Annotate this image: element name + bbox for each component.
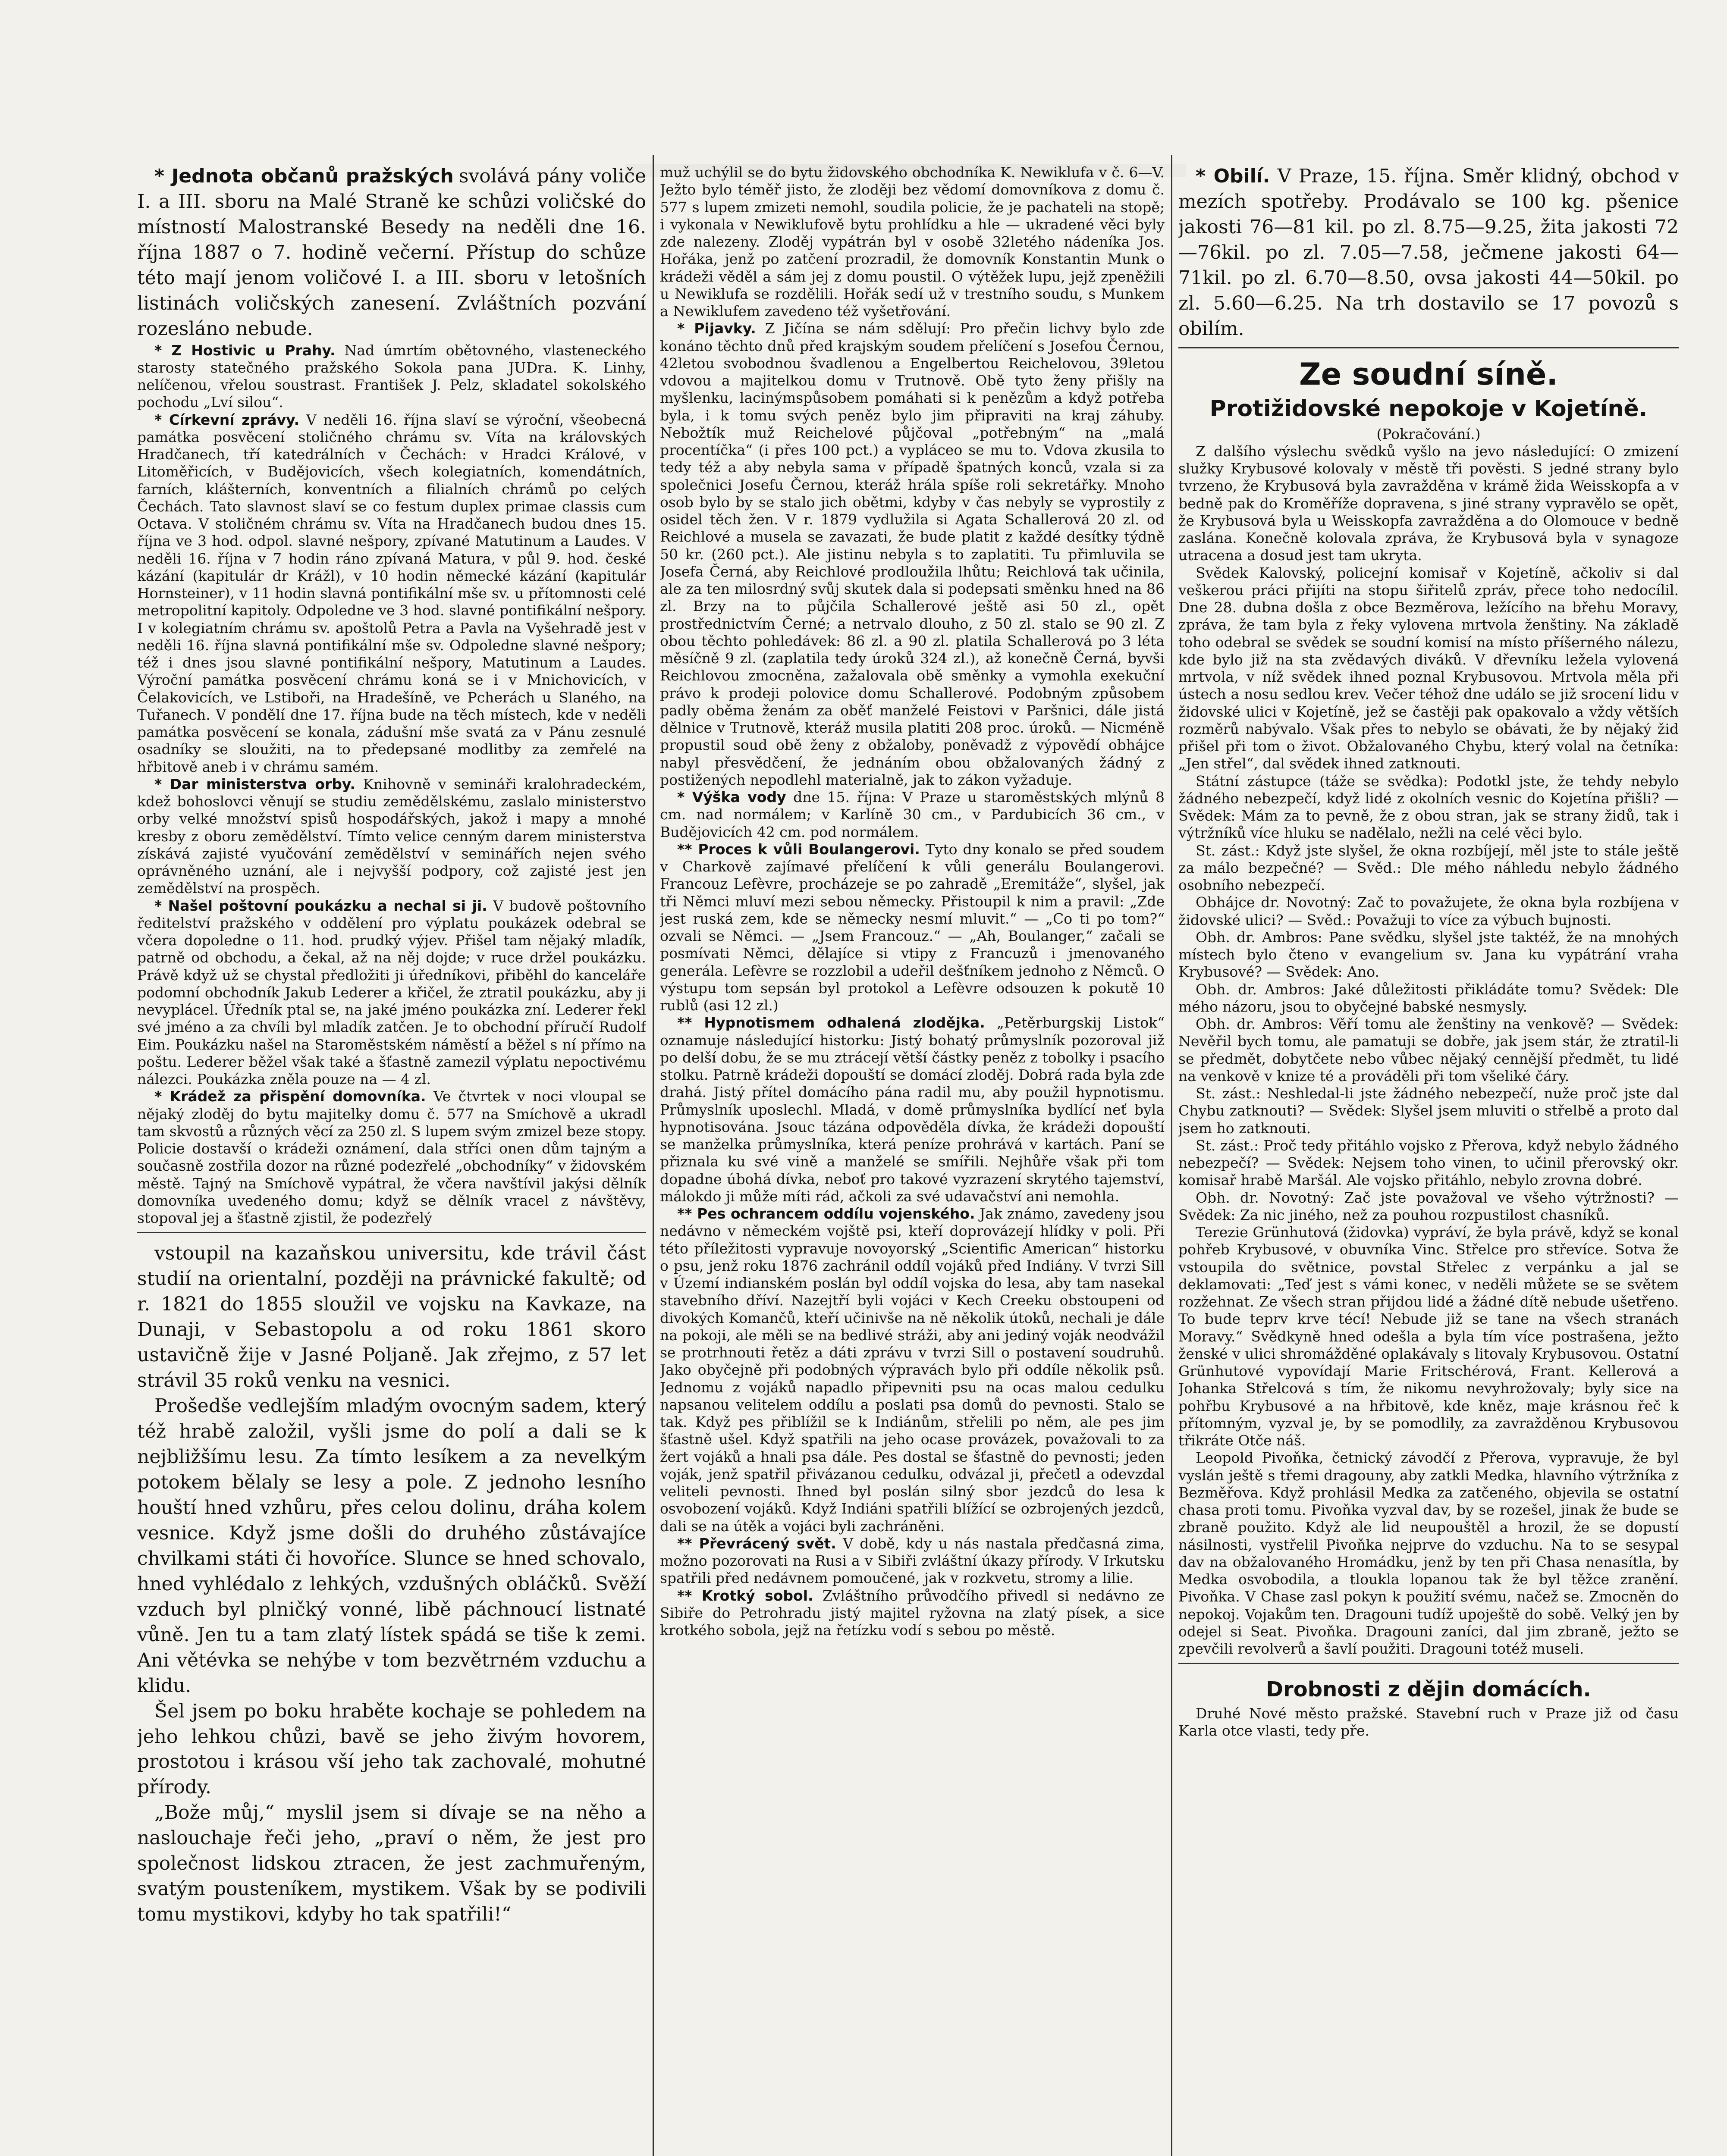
article-lead: ** Krotký sobol. bbox=[677, 1587, 813, 1604]
article-kradez bbox=[137, 1088, 646, 1227]
article-lead: * Krádež za přispění domovníka. bbox=[154, 1088, 426, 1105]
section-divider bbox=[1178, 1663, 1679, 1664]
article-lead: * Obilí. bbox=[1196, 165, 1270, 187]
article-lead: ** Převrácený svět. bbox=[677, 1535, 836, 1552]
article-heading: Protižidovské nepokoje v Kojetíně. bbox=[1209, 396, 1648, 422]
article-body: V době, kdy u nás nastala předčasná zima, možno pozorovati na Rusi a v Sibiři zvláštní úkazy přírody. V Irkutsku spatřili před nedávnem pomoučené, jak v rozkvetu, stromy a lilie. bbox=[660, 1535, 1165, 1587]
feuilleton-paragraph: Prošedše vedlejším mladým ovocným sadem, který též hrabě založil, vyšli jsme do polí a dali se k nejbližšímu lesu. Za tímto lesíkem a za nevelkým potokem bělaly se lesy a pole. Z jednoho lesního houští hned vzhůru, přes celou dolinu, dráha kolem vesnice. Když jsme došli do druhého zůstávajíce chvilkami státi či hovoříce. Slunce se hned schovalo, hned vyhlédalo z lehkých, vzdušných obláčků. Svěží vzduch byl plničký vonné, libě páchnoucí listnaté vůně. Jen tu a tam zlatý lístek spádá se tiše k zemi. Ani větévka se nehýbe v tom bezvětrném vzduchu a klidu. bbox=[137, 1395, 646, 1697]
feuilleton-paragraph: „Bože můj,“ myslil jsem si dívaje se na něho a naslouchaje řeči jeho, „praví o něm, že jest pro společnost lidskou ztracen, že jest zachmuřeným, svatým pousteníkem, mystikem. Však by se podivili tomu mystikovi, kdyby ho tak spatřili!“ bbox=[137, 1802, 646, 1926]
feuilleton-paragraph: vstoupil na kazaňskou universitu, kde trávil část studií na orientalní, později na právnické fakultě; od r. 1821 do 1855 sloužil ve vojsku na Kavkaze, na Dunaji, v Sebastopolu a od roku 1861 skoro ustavičně žije v Jasné Poljaně. Jak zřejmo, z 57 let strávil 35 roků venku na vesnici. bbox=[137, 1242, 646, 1392]
article-body: V budově poštovního ředitelství pražského v oddělení pro výplatu poukázek odebral se včera dopoledne o 11. hod. prudký výjev. Přišel tam nějaký mladík, patrně od obchodu, a čekal, až na něj dojde; v ruce držel poukázku. Právě když už se chystal předložiti ji úředníkovi, přiběhl do kanceláře podomní obchodník Jakub Lederer a křičel, že ztratil poukázku, aby ji nevyplácel. Úředník ptal se, na jaké jméno poukázka zní. Lederer řekl své jméno a za chvíli byl mladík zatčen. Je to obchodní příručí Rudolf Eim. Poukázku našel na Staroměstském náměstí a běžel s ní přímo na poštu. Lederer běžel však také a šťastně zamezil výplatu nepoctivému nálezci. Poukázka zněla pouze na — 4 zl. bbox=[137, 897, 646, 1088]
article-body: Zvláštního průvodčího přivedl si nedávno ze Sibiře do Petrohradu jistý majitel ryžovna na zlatý písek, a sice krotkého sobola, jejž na řetízku vodí s sebou po městě. bbox=[660, 1587, 1165, 1639]
court-paragraph: Svědek Kalovský, policejní komisař v Kojetíně, ačkoliv si dal veškerou práci přijíti na stopu šiřitelů zpráv, přece toho nedocílil. Dne 28. dubna došla z obce Bezměrova, ležícího na břehu Moravy, zpráva, že tam byla z řeky vylovena mrtvola ženštiny. Na základě toho odebral se svědek se soudní komisí na místo příšerného nálezu, kde bylo již na sta zvědavých diváků. V dřevníku ležela vylovená mrtvola, v níž svědek ihned poznal Krybusovou. Mrtvola měla při ústech a nosu sedlou krev. Večer téhož dne událo se již srocení lidu v židovské ulici v Kojetíně, jež se častěji pak opakovalo a vždy větších rozměrů nabývalo. Však přes to nebylo se obávati, že by nějaký žid přišel při tom o život. Obžalovaného Chybu, který volal na četníka: „Jen střel“, dal svědek ihned zatknouti. bbox=[1178, 564, 1679, 772]
court-paragraph: Státní zástupce (táže se svědka): Podotkl jste, že tehdy nebylo žádného nebezpečí, když lidé z okolních vesnic do Kojetína přišli? — Svědek: Mám za to pevně, že z obou stran, jak se strany židů, tak i výtržníků více hluku se nadělalo, nežli na celé věci bylo. bbox=[1178, 772, 1679, 842]
article-pijavky bbox=[660, 320, 1165, 789]
article-poukazka bbox=[137, 897, 646, 1088]
article-lead: ** Proces k vůli Boulangerovi. bbox=[677, 840, 920, 858]
court-paragraph: Obh. dr. Ambros: Věří tomu ale ženštiny na venkově? — Svědek: Nevěřil bych tomu, ale pamatuji se dobře, jak jsem stár, že ztratil-li se předmět, dobytčete nebo vůbec nějaký cennější předmět, tu lidé na venkově v knize té a prováděli při tom všeliké čáry. bbox=[1178, 1015, 1679, 1084]
court-paragraph: Obh. dr. Ambros: Pane svědku, slyšel jste taktéž, že na mnohých místech bylo čteno v evangelium sv. Jana ku vypátrání vraha Krybusové? — Svědek: Ano. bbox=[1178, 928, 1679, 981]
article-body: Z Jičína se nám sdělují: Pro přečin lichvy bylo zde konáno těchto dnů před krajským soudem přelíčení s Josefou Černou, 42letou svobodnou švadlenou a Engelbertou Reichelovou, 39letou vdovou a majitelkou domu v Trutnově. Obě tyto ženy přišly na myšlenku, lacinýmspůsobem pomáhati si k penězům a když potřeba byla, i k tomu svých peněz bylo jim připraviti na kraj záhuby. Nebožtík muž Reichelové půjčoval „potřebným“ na „malá procentíčka“ (i přes 100 pct.) a vypláceo se mu to. Vdova zkusila to tedy též a aby nebyla sama v případě špatných konců, vzala si za společnici Josefu Černou, kteráž hrála spíše roli sekretářky. Mnoho osob bylo by se stalo jich obětmi, kdyby v čas nebyly se vyprostily z osidel těch žen. V r. 1879 vydlužila si Agata Schallerová 20 zl. od Reichlové a musela se zavazati, že bude platit z každé desítky týdně 50 kr. (260 pct.). Ale jistinu nebyla s to zaplatiti. Tu přimluvila se Josefa Černá, aby Reichlové prodloužila lhůtu; Reichlová tak učinila, ale za ten milosrdný svůj skutek dala si podepsati směnku hned na 86 zl. Brzy na to půjčila Schallerové ještě asi 50 zl., opět prostřednictvím Černé; a netrvalo dlouho, z 50 zl. stalo se 90 zl. Z obou těchto pohledávek: 86 zl. a 90 zl. platila Schallerová po 3 léta měsíčně 9 zl. (zaplatila tedy úroků 324 zl.), až konečně Černá, byvši Reichlovou zmocněna, zažalovala obě směnky a vymohla exekuční právo k prodeji polovice domu Schallerové. Podobným způsobem padly oběma ženám za oběť manželé Feistovi v Paršnici, dále jistá dělnice v Trutnově, kteráž musila platiti 208 proc. úroků. — Nicméně propustil soud obě ženy z obžaloby, poněvadž z výpovědí obhájce nabyl přesvědčení, že jednáním obou obžalovaných žádný z postižených nepodlehl materialně, jak to zákon vyžaduje. bbox=[660, 320, 1165, 788]
article-lead: * Jednota občanů pražských bbox=[154, 165, 454, 187]
article-body: V neděli 16. října slaví se výroční, všeobecná památka posvěcení stoličného chrámu sv. Víta na královských Hradčanech, tří katedrálních v Čechách: v Hradci Králové, v Litoměřicích, v Budějovicích, všech kolegiatních, komendátních, farních, klášterních, konventních a filialních chrámů po celých Čechách. Tato slavnost slaví se co festum duplex primae classis cum Octava. V stoličném chrámu sv. Víta na Hradčanech budou dnes 15. října ve 3 hod. odpol. slavné nešpory, zpívané Matutinum a Laudes. V neděli 16. října v 7 hodin ráno zpívaná Matura, v půl 9. hod. české kázání (kapitulár dr Krážl), v 10 hodin německé kázání (kapitulár Hornsteiner), v 11 hodin slavná pontifikální mše sv. u přítomnosti celé metropolitní kapitoly. Odpoledne ve 3 hod. slavné pontifikální nešpory. I v kolegiatním chrámu sv. apoštolů Petra a Pavla na Vyšehradě jest v neděli 16. října slavná pontifikální mše sv. Odpoledne slavné nešpory; též i dnes jsou slavné pontifikální nešpory, Matutinum a Laudes. Výroční památka posvěcení chrámu koná se i v Mnichovicích, v Čelakovicích, ve Lstiboři, na Hradešíně, ve Pcherách u Slaného, na Tuřanech. V pondělí dne 17. října bude na těch místech, kde v neděli památka posvěcení se konala, zádušní mše svatá za v Pánu zesnulé osadníky se sloužiti, na to předepsané modlitby za zemřelé na hřbitově aneb i v chrámu samém. bbox=[137, 411, 646, 775]
article-body: Nad úmrtím obětovného, vlasteneckého starosty statečného pražského Sokola pana JUDra. K. Linhy, nelíčenou, vřelou soustrast. František J. Pelz, skladatel sokolského pochodu „Lví silou“. bbox=[137, 342, 646, 411]
drobnosti-paragraph: Druhé Nové město pražské. Stavební ruch v Praze již od času Karla otce vlasti, tedy pře. bbox=[1178, 1705, 1679, 1739]
article-body: dne 15. října: V Praze u staroměstských mlýnů 8 cm. nad normálem; v Karlíně 30 cm., v Pardubicích 36 cm., v Budějovicích 42 cm. pod normálem. bbox=[660, 789, 1165, 840]
section-heading: Ze soudní síně. bbox=[1299, 356, 1558, 392]
column-2 bbox=[660, 164, 1165, 2156]
article-kradez-cont: muž uchýlil se do bytu židovského obchodníka K. Newiklufa v č. 6—V. Ježto bylo téměř jisto, že zloději bez vědomí domovníkova z domu č. 577 s lupem zmizeti nemohl, soudila policie, že je pachateli na stopě; i vykonala v Newiklufově bytu prohlídku a hle — ukradené věci byly zde nalezeny. Zloděj vypátrán byl v osobě 32letého nádeníka Jos. Hořáka, jenž po zatčení prozradil, že domovník Konstantin Munk o krádeži věděl a sám jej z domu poustil. O výtěžek lupu, jejž zpeněžili u Newiklufa se rozdělili. Hořák sedí už v trestního soudu, s Munkem a Newiklufem zavedeno též vyšetřování. bbox=[660, 164, 1165, 320]
court-paragraph: Leopold Pivoňka, četnický závodčí z Přerova, vypravuje, že byl vyslán ještě s třemi dragouny, aby zatkli Medka, hlavního výtržníka z Bezměřova. Když prohlásil Medka za zatčeného, objevila se ostatní chasa proti tomu. Pivoňka vyzval dav, by se rozešel, jinak že bude se zbraně použito. Když ale lid neupouštěl a hrozil, že se dopustí násilnosti, vystřelil Pivoňka nejprve do vzduchu. Na to se sesypal dav na obžalovaného Hromádku, jenž by ten při Chasa nenasítla, by Medka osvobodila, a tloukla lopanou tak že byl těžce zranění. Pivoňka. V Chase zasl pokyn k použití svému, načež se. Zmocněn do nepokoj. Vojakům ten. Dragouni tudíž upoještě do sobě. Velký jen by odejel si Seat. Pivoňka. Dragouni zaníci, dal jim zbraně, ježto se zpevčili revolverů a šavlí použiti. Dragouni totéž museli. bbox=[1178, 1449, 1679, 1657]
court-paragraph: Obh. dr. Ambros: Jaké důležitosti přikládáte tomu? Svědek: Dle mého názoru, jsou to obyčejné babské nesmysly. bbox=[1178, 981, 1679, 1015]
article-body: Knihovně v semináři kralohradeckém, kdež bohoslovci věnují se studiu zemědělskému, zaslalo ministerstvo orby velké množství spisů hospodářských, jakož i mapy a mnohé kresby z oboru zemědělství. Tímto velice cenným darem ministerstva získává zajisté vyučování zemědělství v seminářích nejen svého oprávněného uznání, ale i nejvyšší podpory, což zajisté jest jen zemědělství na prospěch. bbox=[137, 775, 646, 897]
article-obili bbox=[1178, 164, 1679, 342]
article-boulanger bbox=[660, 841, 1165, 1015]
article-sobol bbox=[660, 1587, 1165, 1639]
section-heading-drobnosti: Drobnosti z dějin domácích. bbox=[1266, 1677, 1591, 1702]
article-jednota bbox=[137, 164, 646, 342]
article-dar bbox=[137, 776, 646, 897]
continuation-note: (Pokračování.) bbox=[1376, 425, 1481, 442]
court-paragraph: St. zást.: Když jste slyšel, že okna rozbíjejí, měl jste to stále ještě za málo bezpečné? — Svěd.: Dle mého náhledu nebylo žádného osobního nebezpečí. bbox=[1178, 842, 1679, 893]
article-lead: * Našel poštovní poukázku a nechal si ji. bbox=[154, 897, 487, 914]
article-lead: * Dar ministerstva orby. bbox=[154, 775, 355, 793]
column-divider bbox=[1171, 155, 1172, 2156]
article-lead: * Výška vody bbox=[677, 789, 786, 805]
column-divider bbox=[653, 155, 654, 2156]
column-1 bbox=[137, 164, 646, 2156]
article-pes bbox=[660, 1205, 1165, 1535]
column-3 bbox=[1178, 164, 1679, 2156]
article-body: Ve čtvrtek v noci vloupal se nějaký zloděj do bytu majitelky domu č. 577 na Smíchově a ukradl tam skvostů a různých věcí za 250 zl. S lupem svým zmizel beze stopy. Policie dostavší o krádeži oznámení, dala stříci onen dům tajným a současně zostřila dozor na různé podezřelé „obchodníky“ v židovském městě. Tajný na Smíchově vypátral, že včera navštívil jakýsi dělník domovníka uvedeného domu; když se dělník vracel z návštěvy, stopoval jej a šťastně zjistil, že podezřelý bbox=[137, 1088, 646, 1227]
article-body: Tyto dny konalo se před soudem v Charkově zajímavé přelíčení k vůli generálu Boulangerovi. Francouz Lefèvre, procházeje se po zahradě „Eremitáže“, slyšel, jak tři Němci mluví mezi sebou německy. Přistoupil k nim a pravil: „Zde jest ruská zem, kde se německy nesmí mluvit.“ — „Co ti po tom?“ ozvali se Němci. — „Jsem Francouz.“ — „Ah, Boulanger,“ začali se posmívati Němci, dělajíce si vtipy z Francuzů i jmenovaného generála. Lefèvre se rozzlobil a udeřil dešťníkem jednoho z Němců. O výstupu tom sepsán byl protokol a Lefèvre odsouzen k pokutě 10 rublů (asi 12 zl.) bbox=[660, 840, 1165, 1014]
article-vyska-vody bbox=[660, 789, 1165, 841]
feuilleton-divider bbox=[137, 1232, 646, 1233]
court-paragraph: St. zást.: Neshledal-li jste žádného nebezpečí, nuže proč jste dal Chybu zatknouti? — Svědek: Slyšel jsem mluviti o střelbě a proto dal jsem ho zatknouti. bbox=[1178, 1085, 1679, 1137]
article-cirkevni bbox=[137, 411, 646, 776]
section-divider bbox=[1178, 347, 1679, 348]
court-paragraph: Z dalšího výslechu svědků vyšlo na jevo následující: O zmizení služky Krybusové kolovaly v městě tři pověsti. S jedné strany bylo tvrzeno, že Krybusová byla zavražděna v krámě žida Weisskopfa a v bedně pak do Kroměříže dopravena, s jiné strany vypravělo se opět, že Krybusová byla u Weisskopfa zavražděna a do Olomouce v bedně zaslána. Konečně kolovala zpráva, že Krybusová byla v synagoze utracena a dosud jest tam ukryta. bbox=[1178, 442, 1679, 564]
court-paragraph: Obh. dr. Novotný: Zač jste považoval ve všeho výtržnosti? — Svědek: Za nic jiného, než za pouhou rozpustilost chasníků. bbox=[1178, 1189, 1679, 1223]
court-paragraph: Obhájce dr. Novotný: Zač to považujete, že okna byla rozbíjena v židovské ulici? — Svěd.: Považuji to více za výbuch bujnosti. bbox=[1178, 894, 1679, 928]
article-body: „Petěrburgskij Listok“ oznamuje následující historku: Jistý bohatý průmyslník pozoroval již po delší dobu, že se mu ztrácejí větší částky peněz z tobolky i psacího stolku. Patrně krádeži dopouští se domácí zloděj. Dobrá rada byla zde drahá. Jistý přítel domácího pána radil mu, aby použil hypnotismu. Průmyslník uposlechl. Mladá, v domě průmyslníka bydlící neť byla hypnotisována. Jsouc tázána odpověděla dívka, že krádeži dopouští se manželka průmyslníka, která peníze prohrává v kartách. Paní se přiznala ku své vině a manželé se smířili. Nejhůře však při tom dopadne úbohá dívka, neboť pro takové vyzrazení skrytého tajemství, málokdo ji může míti rád, ačkoli za své udavačství ani nemohla. bbox=[660, 1014, 1165, 1205]
court-paragraph: St. zást.: Proč tedy přitáhlo vojsko z Přerova, když nebylo žádného nebezpečí? — Svědek: Nejsem toho vinen, to učinil přerovský okr. komisař hrabě Maršál. Ale vojsko přitáhlo, nebylo zrovna dobré. bbox=[1178, 1137, 1679, 1189]
feuilleton-paragraph: Šel jsem po boku hraběte kochaje se pohledem na jeho lehkou chůzi, bavě se jeho živým hovorem, prostotou i krásou vší jeho tak zachovalé, mohutné přírody. bbox=[137, 1700, 646, 1799]
article-lead: * Pijavky. bbox=[677, 320, 756, 337]
article-body: V Praze, 15. října. Směr klidný, obchod v mezích spotřeby. Prodávalo se 100 kg. pšenice jakosti 76—81 kil. po zl. 8.75—9.25, žita jakosti 72—76kil. po zl. 7.05—7.58, ječmene jakosti 64—71kil. po zl. 6.70—8.50, ovsa jakosti 44—50kil. po zl. 5.60—6.25. Na trh dostavilo se 17 povozů s obilím. bbox=[1178, 165, 1679, 340]
article-lead: * Z Hostivic u Prahy. bbox=[154, 342, 336, 359]
article-lead: ** Hypnotismem odhalená zlodějka. bbox=[677, 1014, 985, 1031]
article-lead: ** Pes ochrancem oddílu vojenského. bbox=[677, 1205, 975, 1222]
article-body: Jak známo, zavedeny jsou nedávno v německém vojště psi, kteří doprovázejí hlídky v poli. Při této příležitosti vypravuje novoyorský „Scientific American“ historku o psu, jenž roku 1876 zachránil oddíl vojáků před Indiány. V tvrzi Sill v Území indianském poslán byl oddíl vojska do lesa, aby tam nasekal stavebního dříví. Nazejtří byli vojáci v Kech Creeku obstoupeni od divokých Komančů, kteří učinivše na ně několik útoků, nechali je dále na pokoji, ale měli se na bedlivé stráži, aby ani jediný voják neodvážil se protrhnouti řetěz a dáti zprávu v tvrzi Sill o postavení soudruhů. Jako obyčejně při podobných výpravách bylo při oddíle několik psů. Jednomu z vojáků napadlo připevniti psu na ocas malou cedulku napsanou velitelem oddílu a poslati psa domů do pevnosti. Stalo se tak. Když pes přiblížil se k Indiánům, střelili po něm, ale pes jim šťastně ušel. Když spatřili na jeho ocase provázek, považovali to za žert vojáků a hnali psa dále. Pes dostal se šťastně do pevnosti; jeden voják, jenž spatřil přivázanou cedulku, odvázal ji, přečetl a odevzdal veliteli pevnosti. Ihned byl poslán silný sbor jezdců do lesa k osvobození vojáků. Když Indiáni spatřili blížící se ozbrojených jezdců, dali se na útěk a vojáci byli zachráněni. bbox=[660, 1205, 1165, 1535]
article-prevraceny-svet bbox=[660, 1535, 1165, 1587]
court-paragraph: Terezie Grünhutová (židovka) vypráví, že byla právě, když se konal pohřeb Krybusové, v obuvníka Vinc. Střelce pro střevíce. Sotva že vstoupila do světnice, povstal Střelec z verpánku a jal se deklamovati: „Teď jest s vámi konec, v neděli můžete se se světem rozžehnat. Ze všech stran přijdou lidé a žádné dítě nebude ušetřeno. To bude teprv krve técí! Nebude již se tane na všech stranách Moravy.“ Svědkyně hned odešla a byla tím více postrašena, ježto ženské v ulici shromážděné oplakávaly s litovaly Krybusovou. Ostatní Grünhutové vypovídají Marie Fritschérová, Frant. Kellerová a Johanka Střelcová s tím, že nikomu nevyhrožovaly; byly sice na pohřbu Krybusové a na hřbitově, kde kněz, maje krásnou řeč k přítomným, vyzval je, by se pomodlily, za zavražděnou Krybusovou třikráte Otče náš. bbox=[1178, 1224, 1679, 1449]
article-body: svolává pány voliče I. a III. sboru na Malé Straně ke schůzi voličské do místností Malostranské Besedy na neděli dne 16. října 1887 o 7. hodině večerní. Přístup do schůze této mají jenom voličové I. a III. sboru v letošních listinách voličských zanesení. Zvláštních pozvání rozesláno nebude. bbox=[137, 165, 646, 340]
article-hostivice bbox=[137, 342, 646, 411]
article-hypnotismus bbox=[660, 1014, 1165, 1205]
article-lead: * Církevní zprávy. bbox=[154, 411, 300, 428]
